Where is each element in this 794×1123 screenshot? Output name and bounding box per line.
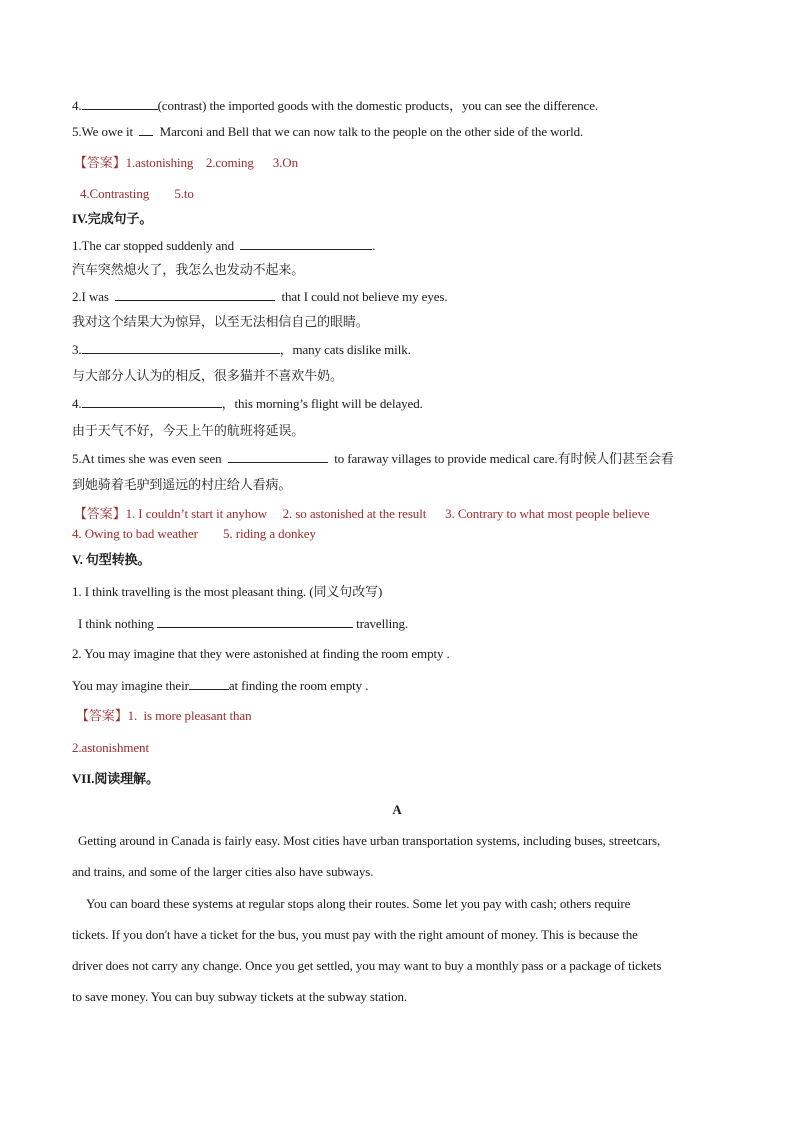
answer-block-prev-line1: 【答案】1.astonishing 2.coming 3.On	[74, 155, 298, 170]
passage-p2-line1: You can board these systems at regular stops along their routes. Some let you pay with cash; others require	[86, 896, 631, 911]
answer-blank[interactable]	[82, 395, 222, 408]
section-heading-vii: VII.阅读理解。	[72, 771, 159, 786]
sentence-3-zh: 与大部分人认为的相反，很多猫并不喜欢牛奶。	[72, 368, 343, 383]
passage-p2-line2: tickets. If you don't have a ticket for the bus, you must pay with the right amount of money. This is because the	[72, 927, 638, 942]
answer-blank[interactable]	[82, 97, 158, 110]
sentence-4-en: 4. ，this morning’s flight will be delayed.	[72, 396, 423, 411]
section-heading-iv: IV.完成句子。	[72, 211, 153, 226]
sentence-5-en: 5.At times she was even seen to faraway villages to provide medical care.有时候人们甚至会看	[72, 451, 674, 466]
passage-title: A	[392, 802, 402, 817]
passage-p1-line1: Getting around in Canada is fairly easy. Most cities have urban transportation systems, including buses, streetcars,	[78, 833, 661, 848]
answer-blank[interactable]	[139, 123, 153, 136]
answer-blank[interactable]	[82, 341, 280, 354]
answer-block-prev-line2: 4.Contrasting 5.to	[80, 186, 194, 201]
sentence-1-en: 1.The car stopped suddenly and .	[72, 238, 376, 253]
transform-1-line: I think nothing travelling.	[78, 616, 409, 631]
sentence-2-zh: 我对这个结果大为惊异，以至无法相信自己的眼睛。	[72, 314, 369, 329]
section-heading-v: V. 句型转换。	[72, 552, 151, 567]
answer-blank[interactable]	[157, 615, 353, 628]
answer-block-iv-line1: 【答案】1. I couldn’t start it anyhow 2. so astonished at the result 3. Contrary to what most people believe	[74, 506, 650, 521]
transform-2: 2. You may imagine that they were astonished at finding the room empty .	[72, 646, 450, 661]
transform-1: 1. I think travelling is the most pleasant thing. (同义句改写)	[72, 584, 383, 599]
answer-blank[interactable]	[228, 450, 328, 463]
exercise-5-line: 5.We owe it Marconi and Bell that we can now talk to the people on the other side of the world.	[72, 124, 584, 139]
transform-2-line: You may imagine their at finding the room empty .	[72, 678, 369, 693]
passage-p2-line3: driver does not carry any change. Once you get settled, you may want to buy a monthly pass or a package of tickets	[72, 958, 662, 973]
passage-p1-line2: and trains, and some of the larger cities also have subways.	[72, 864, 374, 879]
exercise-4-line: 4. (contrast) the imported goods with the domestic products，you can see the difference.	[72, 98, 599, 113]
sentence-4-zh: 由于天气不好，今天上午的航班将延误。	[72, 423, 305, 438]
answer-blank[interactable]	[189, 677, 229, 690]
sentence-5-zh: 到她骑着毛驴到遥远的村庄给人看病。	[72, 477, 292, 492]
sentence-1-zh: 汽车突然熄火了，我怎么也发动不起来。	[72, 262, 305, 277]
answer-block-v-line1: 【答案】1. is more pleasant than	[76, 708, 252, 723]
passage-p2-line4: to save money. You can buy subway tickets at the subway station.	[72, 989, 408, 1004]
sentence-2-en: 2.I was that I could not believe my eyes.	[72, 289, 448, 304]
answer-block-iv-line2: 4. Owing to bad weather 5. riding a donkey	[72, 526, 316, 541]
sentence-3-en: 3. ，many cats dislike milk.	[72, 342, 411, 357]
answer-blank[interactable]	[115, 288, 275, 301]
answer-blank[interactable]	[240, 237, 372, 250]
answer-block-v-line2: 2.astonishment	[72, 740, 149, 755]
